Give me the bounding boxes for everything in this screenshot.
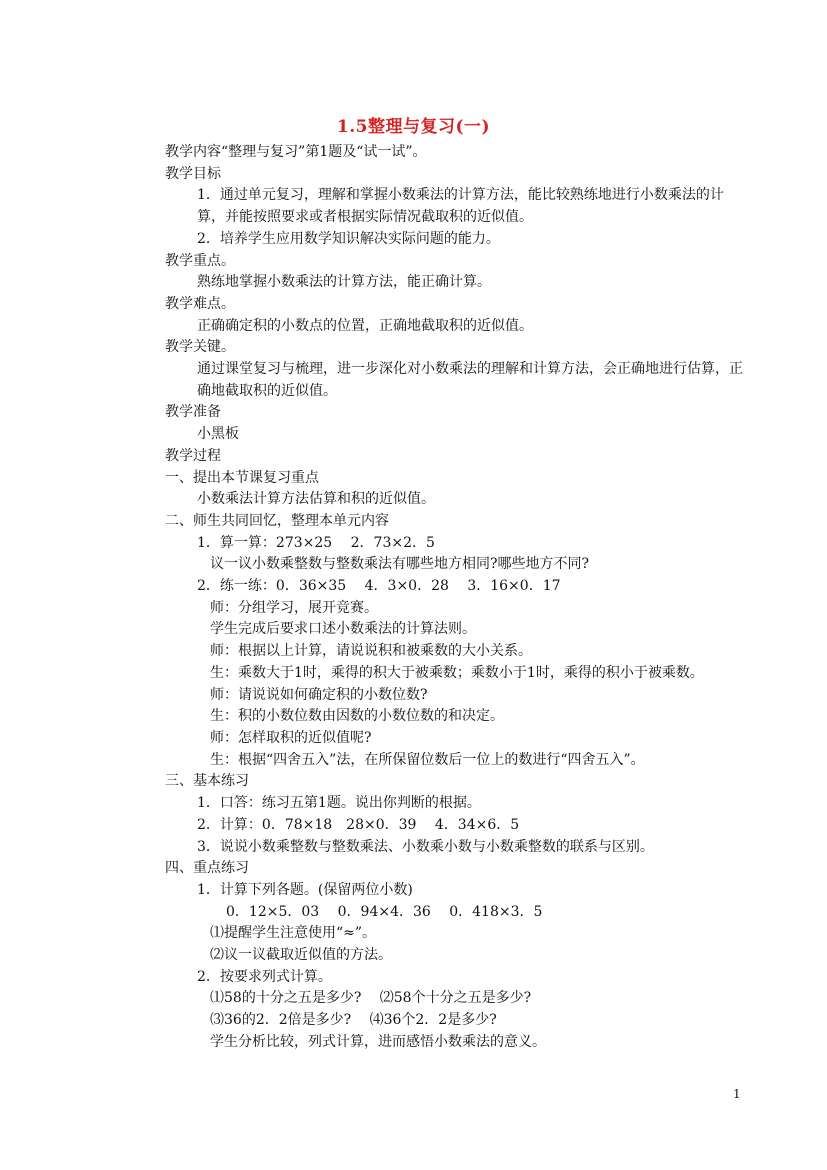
section-heading: 教学关键。 <box>165 339 235 356</box>
objective-text: 1．通过单元复习，理解和掌握小数乘法的计算方法，能比较熟练地进行小数乘法的计算，并能按照要求或者根据实际情况截取积的近似值。 <box>197 187 724 226</box>
paragraph: 正确确定积的小数点的位置，正确地截取积的近似值。 <box>197 317 533 334</box>
section-heading: 教学准备 <box>165 404 221 421</box>
exercise-item: 3．说说小数乘整数与整数乘法、小数乘小数与小数乘整数的联系与区别。 <box>197 838 654 855</box>
exercise-item: 1．算一算：273×25 2．73×2．5 <box>197 534 435 551</box>
section-heading: 教学重点。 <box>165 252 235 269</box>
page-number: 1 <box>733 1087 741 1101</box>
exercise-item: 1．计算下列各题。(保留两位小数) <box>197 881 413 898</box>
sub-item: ⑴58的十分之五是多少? ⑵58个十分之五是多少? <box>210 990 532 1007</box>
sub-item: ⑴提醒学生注意使用“≈”。 <box>210 925 377 942</box>
step-heading: 四、重点练习 <box>165 860 249 877</box>
objective-item <box>165 185 745 228</box>
dialogue-line: 师：分组学习，展开竞赛。 <box>210 599 378 616</box>
exercise-item: 1．口答：练习五第1题。说出你判断的根据。 <box>197 795 481 812</box>
paragraph: 熟练地掌握小数乘法的计算方法，能正确计算。 <box>197 274 491 291</box>
section-heading: 教学过程 <box>165 447 221 464</box>
exercise-item: 2．按要求列式计算。 <box>197 968 332 985</box>
dialogue-line: 生：根据“四舍五入”法，在所保留位数后一位上的数进行“四舍五入”。 <box>210 751 645 768</box>
step-heading: 二、师生共同回忆，整理本单元内容 <box>165 512 389 529</box>
section-heading: 教学目标 <box>165 165 221 182</box>
paragraph: 学生分析比较，列式计算，进而感悟小数乘法的意义。 <box>210 1033 546 1050</box>
paragraph <box>165 359 745 402</box>
dialogue-line: 师：请说说如何确定积的小数位数? <box>210 686 428 703</box>
dialogue-line: 师：怎样取积的近似值呢? <box>210 729 372 746</box>
dialogue-line: 学生完成后要求口述小数乘法的计算法则。 <box>210 621 476 638</box>
exercise-item: 2．计算：0．78×18 28×0．39 4．34×6．5 <box>197 816 520 833</box>
document-body <box>165 142 745 1054</box>
dialogue-line: 生：乘数大于1时，乘得的积大于被乘数；乘数小于1时，乘得的积小于被乘数。 <box>210 664 704 681</box>
dialogue-line: 师：根据以上计算，请说说积和被乘数的大小关系。 <box>210 643 532 660</box>
step-heading: 三、基本练习 <box>165 773 249 790</box>
exercise-item: 2．练一练：0．36×35 4．3×0．28 3．16×0．17 <box>197 578 561 595</box>
paragraph: 议一议小数乘整数与整数乘法有哪些地方相同?哪些地方不同? <box>210 556 590 573</box>
objective-item: 2．培养学生应用数学知识解决实际问题的能力。 <box>197 230 500 247</box>
section-heading: 教学难点。 <box>165 295 235 312</box>
teaching-content: 教学内容“整理与复习”第1题及“试一试”。 <box>165 144 427 160</box>
dialogue-line: 生：积的小数位数由因数的小数位数的和决定。 <box>210 708 504 725</box>
paragraph-text: 通过课堂复习与梳理，进一步深化对小数乘法的理解和计算方法，会正确地进行估算，正确地截取积的近似值。 <box>197 361 743 399</box>
exercise-expressions: 0．12×5．03 0．94×4．36 0．418×3．5 <box>226 903 543 920</box>
document-title: 1.5整理与复习(一) <box>336 117 491 137</box>
sub-item: ⑵议一议截取近似值的方法。 <box>210 947 392 964</box>
paragraph: 小黑板 <box>197 426 239 443</box>
step-heading: 一、提出本节课复习重点 <box>165 469 319 486</box>
paragraph: 小数乘法计算方法估算和积的近似值。 <box>197 491 435 508</box>
sub-item: ⑶36的2．2倍是多少? ⑷36个2．2是多少? <box>210 1012 497 1029</box>
